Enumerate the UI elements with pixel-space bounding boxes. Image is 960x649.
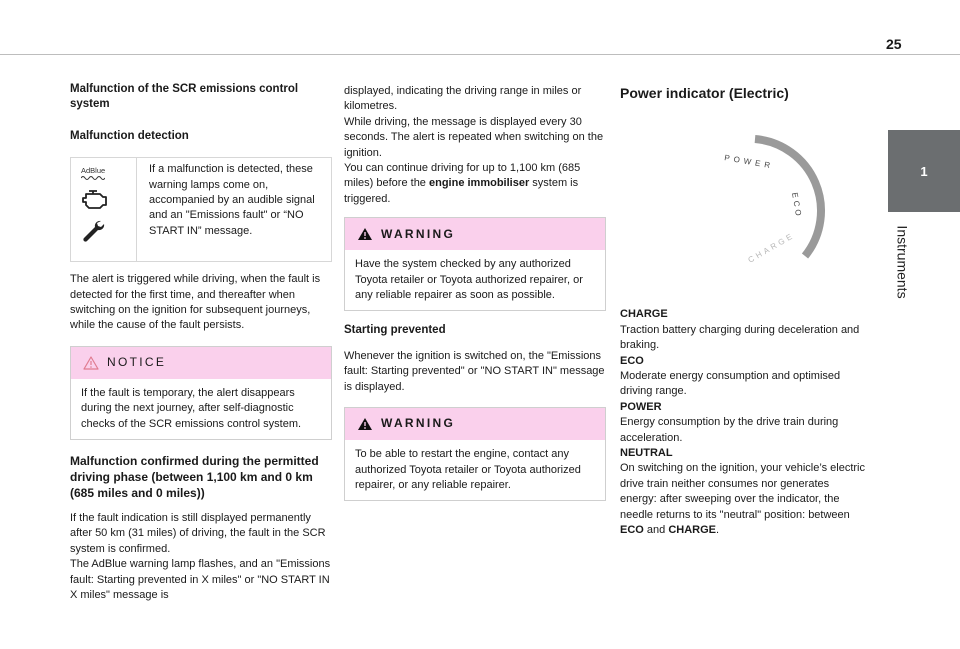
range-display-text: displayed, indicating the driving range in miles or kilometres. <box>344 85 582 113</box>
eco-text: Moderate energy consumption and optimised driving range. <box>620 370 841 398</box>
starting-prevented-text: Whenever the ignition is switched on, the "Emissions fault: Starting prevented" or "NO START IN" message is displayed. <box>344 349 605 393</box>
charge-text: Traction battery charging during deceleration and braking. <box>620 323 860 352</box>
power-indicator-title: Power indicator (Electric) <box>620 85 789 101</box>
immobiliser-text <box>344 161 606 207</box>
immobiliser-bold: engine immobiliser <box>428 177 530 190</box>
eco-label: ECO <box>620 354 644 367</box>
column-1 <box>70 82 332 604</box>
neutral-label: NEUTRAL <box>620 447 673 460</box>
gauge-power-label: POWER <box>723 153 775 172</box>
warning-triangle-icon <box>357 227 373 241</box>
neutral-end: . <box>715 524 720 537</box>
warning-lamp-icons <box>71 158 137 261</box>
warning-lamp-table <box>70 157 332 262</box>
chapter-tab[interactable] <box>888 130 960 212</box>
malfunction-confirmed-heading: Malfunction confirmed during the permitted driving phase (between 1,100 km and 0 km (685 miles and 0 miles)) <box>70 454 319 501</box>
wrench-icon <box>81 218 105 242</box>
gauge-eco-label: ECO <box>790 192 804 220</box>
warning-header-2 <box>345 408 605 440</box>
confirmed-text-2: The AdBlue warning lamp flashes, and an "Emissions fault: Starting prevented in X miles" or "NO START IN X miles" message is <box>70 558 331 602</box>
alert-trigger-text: The alert is triggered while driving, when the fault is detected for the first time, and thereafter when switching on the ignition for subsequent journeys, while the cause of the fault persists. <box>70 273 321 332</box>
chapter-label <box>888 212 918 312</box>
neutral-text-main: On switching on the ignition, your vehicle’s electric drive train neither consumes nor generates energy: after sweeping over the indicator, the needle returns to its "neutral" position: between <box>620 462 865 521</box>
chapter-tab-number: 1 <box>920 163 928 179</box>
power-indicator-gauge <box>660 111 860 271</box>
neutral-charge: CHARGE <box>668 524 716 537</box>
warning-title-1: WARNING <box>381 226 456 241</box>
power-text: Energy consumption by the drive train during acceleration. <box>620 416 839 444</box>
adblue-waves-icon <box>81 175 105 181</box>
neutral-and: and <box>643 524 669 537</box>
warning-title-2: WARNING <box>381 416 456 431</box>
warning-box-2 <box>344 407 606 501</box>
confirmed-text-1: If the fault indication is still displayed permanently after 50 km (31 miles) of driving, the fault in the SCR system is confirmed. <box>70 512 326 555</box>
starting-prevented-heading: Starting prevented <box>344 324 446 337</box>
immobiliser-text-post: system is triggered. <box>344 177 579 205</box>
engine-warning-icon <box>81 188 109 210</box>
power-label: POWER <box>620 400 662 413</box>
warning-box-1 <box>344 217 606 311</box>
notice-triangle-icon <box>83 356 99 370</box>
warning-lamp-description: If a malfunction is detected, these warning lamps come on, accompanied by an audible signal and an "Emissions fault" or “NO START IN” message. <box>149 163 315 237</box>
malfunction-detection-heading: Malfunction detection <box>70 129 189 142</box>
charge-label: CHARGE <box>620 308 668 321</box>
adblue-label: AdBlue <box>81 166 106 176</box>
repeat-alert-text: While driving, the message is displayed every 30 seconds. The alert is repeated when switching on the ignition. <box>344 115 604 159</box>
warning-triangle-icon <box>357 417 373 431</box>
immobiliser-text-pre: You can continue driving for up to 1,100 km (685 miles) before the <box>344 162 581 190</box>
chapter-label-text: Instruments <box>895 225 912 299</box>
neutral-text <box>620 461 865 538</box>
notice-title: NOTICE <box>107 355 167 370</box>
warning-text-1: Have the system checked by any authorized Toyota retailer or Toyota authorized repairer, or any reliable repairer as soon as possible. <box>355 258 583 302</box>
neutral-eco: ECO <box>620 524 644 537</box>
warning-text-2: To be able to restart the engine, contact any authorized Toyota retailer or Toyota authorized repairer, or any reliable repairer. <box>355 448 581 491</box>
gauge-charge-label: CHARGE <box>746 231 797 266</box>
warning-header-1 <box>345 218 605 250</box>
column-3 <box>620 86 865 539</box>
page-number: 25 <box>886 36 902 52</box>
header-divider <box>0 54 960 55</box>
notice-box <box>70 346 332 440</box>
column-2 <box>344 84 606 501</box>
notice-text: If the fault is temporary, the alert disappears during the next journey, after self-diagnostic checks of the SCR emissions control system. <box>81 386 302 430</box>
scr-malfunction-title: Malfunction of the SCR emissions control system <box>70 83 299 111</box>
notice-header <box>71 347 331 379</box>
